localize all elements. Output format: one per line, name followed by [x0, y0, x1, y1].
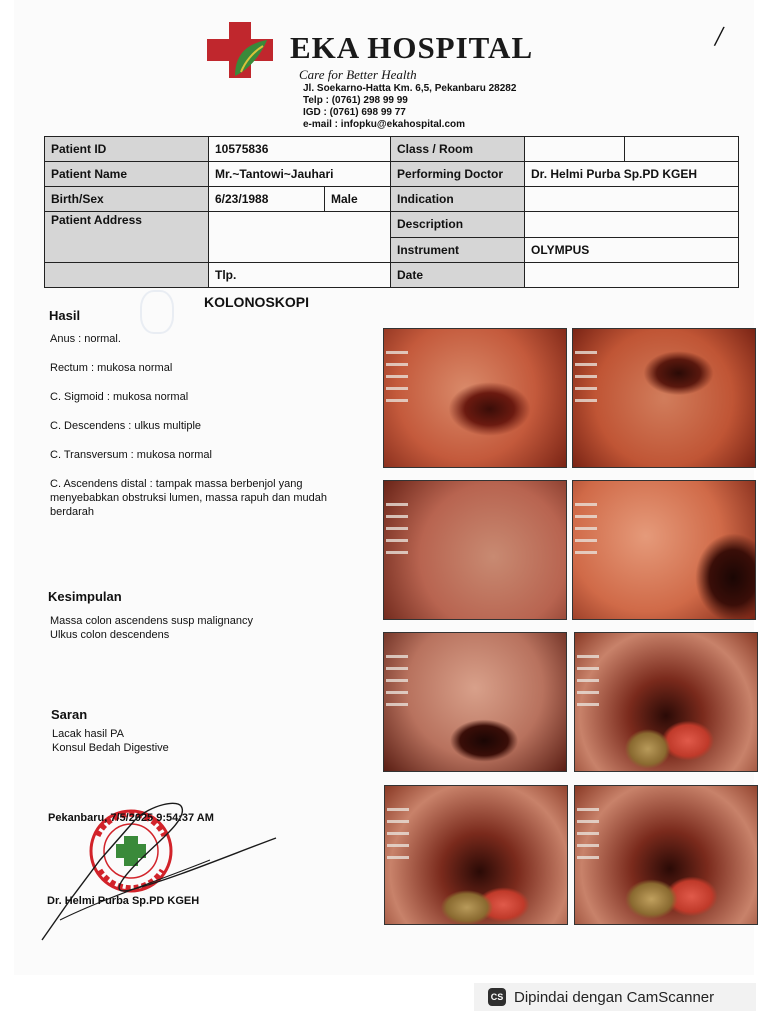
kesimpulan-line-2: Ulkus colon descendens [50, 629, 170, 641]
paper-watermark-ring [140, 290, 174, 334]
signature-doctor-name: Dr. Helmi Purba Sp.PD KGEH [47, 895, 200, 907]
hospital-igd: IGD : (0761) 698 99 77 [303, 107, 406, 118]
endoscopy-image-2 [572, 328, 756, 468]
endoscopy-image-5 [383, 632, 567, 772]
class-room-label: Class / Room [391, 137, 525, 162]
hospital-name: EKA HOSPITAL [290, 30, 534, 65]
hasil-ascendens-line-3: berdarah [50, 506, 95, 518]
patient-id-value: 10575836 [209, 137, 391, 162]
hasil-rectum: Rectum : mukosa normal [50, 362, 173, 374]
endoscopy-image-4 [572, 480, 756, 620]
patient-name-value: Mr.~Tantowi~Jauhari [209, 162, 391, 187]
birth-date-value: 6/23/1988 [209, 187, 325, 212]
camscanner-bar [474, 983, 756, 1011]
procedure-title: KOLONOSKOPI [204, 294, 310, 310]
tlp-label: Tlp. [209, 263, 391, 288]
instrument-label: Instrument [391, 237, 525, 263]
kesimpulan-line-1: Massa colon ascendens susp malignancy [50, 615, 254, 627]
description-label: Description [391, 212, 525, 238]
performing-doctor-label: Performing Doctor [391, 162, 525, 187]
hasil-anus: Anus : normal. [50, 333, 121, 345]
patient-address-label: Patient Address [45, 212, 209, 263]
date-label: Date [391, 263, 525, 288]
signature-place-date: Pekanbaru, 7/5/2025 9:54:37 AM [48, 812, 214, 824]
date-value [525, 263, 739, 288]
endoscopy-image-6 [574, 632, 758, 772]
hasil-ascendens-line-1: C. Ascendens distal : tampak massa berbenjol yang [50, 478, 303, 490]
hasil-title: Hasil [49, 308, 81, 323]
hospital-email: e-mail : infopku@ekahospital.com [303, 119, 466, 130]
endoscopy-image-7 [384, 785, 568, 925]
sex-value: Male [325, 187, 391, 212]
indication-label: Indication [391, 187, 525, 212]
saran-line-2: Konsul Bedah Digestive [52, 742, 169, 754]
birth-sex-label: Birth/Sex [45, 187, 209, 212]
patient-address-value [209, 212, 391, 263]
hasil-descendens: C. Descendens : ulkus multiple [50, 420, 202, 432]
doctor-signature [40, 800, 280, 945]
patient-info-table [44, 136, 739, 288]
hospital-address: Jl. Soekarno-Hatta Km. 6,5, Pekanbaru 28282 [303, 83, 517, 94]
hasil-transversum: C. Transversum : mukosa normal [50, 449, 212, 461]
endoscopy-image-8 [574, 785, 758, 925]
instrument-value: OLYMPUS [525, 237, 739, 263]
hasil-ascendens-line-2: menyebabkan obstruksi lumen, massa rapuh dan mudah [50, 492, 327, 504]
camscanner-label: Dipindai dengan CamScanner [514, 988, 715, 1006]
class-room-value-2 [625, 137, 739, 162]
patient-name-label: Patient Name [45, 162, 209, 187]
address-blank-cell [45, 263, 209, 288]
saran-line-1: Lacak hasil PA [52, 728, 124, 740]
indication-value [525, 187, 739, 212]
hospital-telp: Telp : (0761) 298 99 99 [303, 95, 408, 106]
saran-title: Saran [51, 707, 88, 722]
hospital-logo-icon [205, 20, 275, 80]
performing-doctor-value: Dr. Helmi Purba Sp.PD KGEH [525, 162, 739, 187]
corner-mark: / [712, 19, 726, 54]
endoscopy-image-1 [383, 328, 567, 468]
endoscopy-image-3 [383, 480, 567, 620]
hospital-tagline: Care for Better Health [299, 67, 417, 82]
kesimpulan-title: Kesimpulan [48, 589, 122, 604]
description-value [525, 212, 739, 238]
patient-id-label: Patient ID [45, 137, 209, 162]
hasil-sigmoid: C. Sigmoid : mukosa normal [50, 391, 189, 403]
class-room-value [525, 137, 625, 162]
camscanner-icon: CS [488, 988, 506, 1006]
